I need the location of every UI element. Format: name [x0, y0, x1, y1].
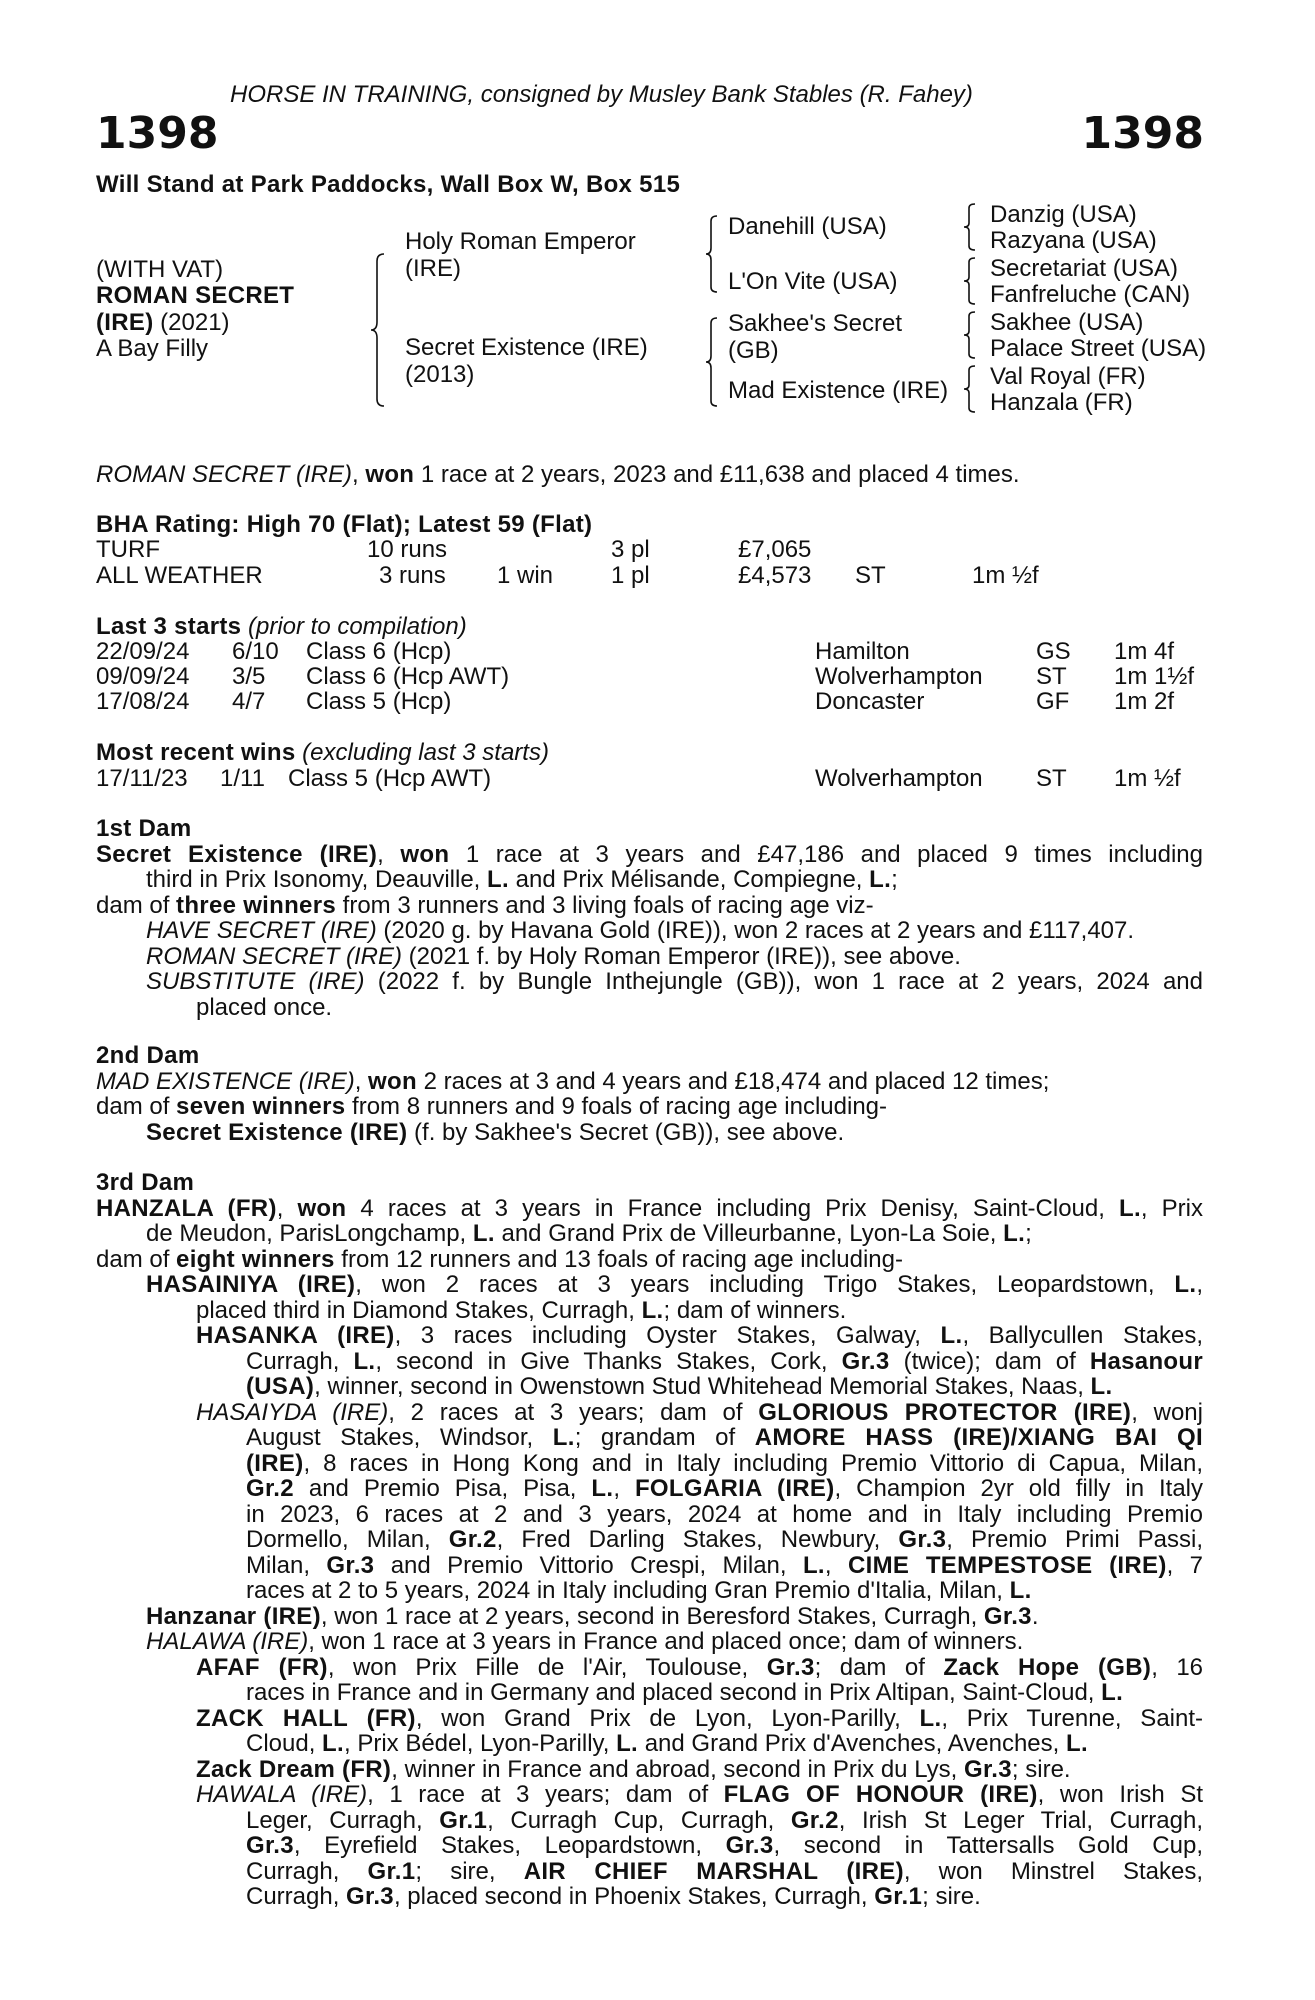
- pedigree-dam-dam: Mad Existence (IRE): [728, 377, 949, 404]
- section-heading: 3rd Dam: [96, 1169, 195, 1196]
- pedigree-g3-3: Secretariat (USA): [990, 255, 1179, 282]
- pedigree-g3-1: Danzig (USA): [990, 201, 1137, 228]
- pedigree-brace-2: [705, 214, 719, 294]
- lot-number-left: 1398: [96, 108, 219, 159]
- pedigree-g3-2: Razyana (USA): [990, 227, 1157, 254]
- section-heading: 2nd Dam: [96, 1042, 200, 1069]
- recent-wins-row: 17/11/23 1/11 Class 5 (Hcp AWT) Wolverhampton ST 1m ½f: [96, 765, 1181, 792]
- last3-row: 22/09/24 6/10 Class 6 (Hcp) Hamilton GS 1m 4f: [96, 638, 1175, 665]
- pedigree-g3-6: Palace Street (USA): [990, 335, 1207, 362]
- bha-rating-title: BHA Rating: High 70 (Flat); Latest 59 (Flat): [96, 511, 593, 538]
- pedigree-dam-sire: Sakhee's Secret (GB): [728, 310, 903, 364]
- pedigree-sire-dam: L'On Vite (USA): [728, 268, 898, 295]
- last3-row: 17/08/24 4/7 Class 5 (Hcp) Doncaster GF 1m 2f: [96, 688, 1175, 715]
- pedigree-sire: Holy Roman Emperor (IRE): [405, 228, 636, 282]
- last3-title: Last 3 starts (prior to compilation): [96, 613, 467, 640]
- rating-row-turf: TURF 10 runs 3 pl £7,065: [96, 536, 812, 563]
- pedigree-dam: Secret Existence (IRE) (2013): [405, 334, 648, 388]
- pedigree-g3-5: Sakhee (USA): [990, 309, 1144, 336]
- horse-origin-year: (IRE) (2021): [96, 309, 230, 336]
- pedigree-brace-6: [963, 310, 977, 360]
- horse-name: ROMAN SECRET: [96, 282, 295, 309]
- section-heading: 1st Dam: [96, 815, 192, 842]
- lot-number-right: 1398: [1081, 108, 1204, 159]
- second-dam-section: 2nd Dam MAD EXISTENCE (IRE), won 2 races at 3 and 4 years and £18,474 and placed 12 times; dam of seven winners from 8 runners and 9 foals of racing age including- Secret Existence (IRE) (f. by Sakhee's Secret (GB)), see above.: [96, 1043, 1203, 1145]
- pedigree-brace-4: [963, 202, 977, 252]
- pedigree-g3-8: Hanzala (FR): [990, 389, 1133, 416]
- pedigree-brace-1: [370, 252, 386, 408]
- vat-label: (WITH VAT): [96, 256, 224, 283]
- first-dam-section: 1st Dam Secret Existence (IRE), won 1 race at 3 years and £47,186 and placed 9 times including third in Prix Isonomy, Deauville, L. and Prix Mélisande, Compiegne, L.; dam of three winners from 3 runners and 3 living foals of racing age viz- HAVE SECRET (IRE) (2020 g. by Havana Gold (IRE)), won 2 races at 2 years and £117,407. ROMAN SECRET (IRE) (2021 f. by Holy Roman Emperor (IRE)), see above. SUBSTITUTE (IRE) (2022 f. by Bungle Inthejungle (GB)), won 1 race at 2 years, 2024 and placed once.: [96, 815, 1203, 1021]
- recent-wins-title: Most recent wins (excluding last 3 starts): [96, 739, 549, 766]
- consignment-line: HORSE IN TRAINING, consigned by Musley Bank Stables (R. Fahey): [230, 81, 973, 108]
- pedigree-brace-7: [963, 364, 977, 414]
- location-line: Will Stand at Park Paddocks, Wall Box W, Box 515: [96, 171, 681, 198]
- race-summary: ROMAN SECRET (IRE), won 1 race at 2 years, 2023 and £11,638 and placed 4 times.: [96, 461, 1020, 488]
- horse-description: A Bay Filly: [96, 335, 209, 362]
- third-dam-section: 3rd Dam HANZALA (FR), won 4 races at 3 years in France including Prix Denisy, Saint-Cloud, L., Prix de Meudon, ParisLongchamp, L. and Grand Prix de Villeurbanne, Lyon-La Soie, L.; dam of eight winners from 12 runners and 13 foals of racing age including- HASAINIYA (IRE), won 2 races at 3 years including Trigo Stakes, Leopardstown, L., placed third in Diamond Stakes, Curragh, L.; dam of winners. HASANKA (IRE), 3 races including Oyster Stakes, Galway, L., Ballycullen Stakes, Curragh, L., second in Give Thanks Stakes, Cork, Gr.3 (twice); dam of Hasanour (USA), winner, second in Owenstown Stud Whitehead Memorial Stakes, Naas, L. HASAIYDA (IRE), 2 races at 3 years; dam of GLORIOUS PROTECTOR (IRE), wonj August Stakes, Windsor, L.; grandam of AMORE HASS (IRE)/XIANG BAI QI (IRE), 8 races in Hong Kong and in Italy including Premio Vittorio di Capua, Milan, Gr.2 and Premio Pisa, Pisa, L., FOLGARIA (IRE), Champion 2yr old filly in Italy in 2023, 6 races at 2 and 3 years, 2024 at home and in Italy including Premio Dormello, Milan, Gr.2, Fred Darling Stakes, Newbury, Gr.3, Premio Primi Passi, Milan, Gr.3 and Premio Vittorio Crespi, Milan, L., CIME TEMPESTOSE (IRE), 7 races at 2 to 5 years, 2024 in Italy including Gran Premio d'Italia, Milan, L. Hanzanar (IRE), won 1 race at 2 years, second in Beresford Stakes, Curragh, Gr.3. HALAWA (IRE), won 1 race at 3 years in France and placed once; dam of winners. AFAF (FR), won Prix Fille de l'Air, Toulouse, Gr.3; dam of Zack Hope (GB), 16 races in France and in Germany and placed second in Prix Altipan, Saint-Cloud, L. ZACK HALL (FR), won Grand Prix de Lyon, Lyon-Parilly, L., Prix Turenne, Saint- Cloud, L., Prix Bédel, Lyon-Parilly, L. and Grand Prix d'Avenches, Avenches, L. Zack Dream (FR), winner in France and abroad, second in Prix du Lys, Gr.3; sire. HAWALA (IRE), 1 race at 3 years; dam of FLAG OF HONOUR (IRE), won Irish St Leger, Curragh, Gr.1, Curragh Cup, Curragh, Gr.2, Irish St Leger Trial, Curragh, Gr.3, Eyrefield Stakes, Leopardstown, Gr.3, second in Tattersalls Gold Cup, Curragh, Gr.1; sire, AIR CHIEF MARSHAL (IRE), won Minstrel Stakes, Curragh, Gr.3, placed second in Phoenix Stakes, Curragh, Gr.1; sire.: [96, 1169, 1204, 1910]
- pedigree-g3-7: Val Royal (FR): [990, 363, 1146, 390]
- rating-row-all-weather: ALL WEATHER 3 runs 1 win 1 pl £4,573 ST 1m ½f: [96, 562, 1039, 589]
- pedigree-brace-5: [963, 256, 977, 306]
- last3-row: 09/09/24 3/5 Class 6 (Hcp AWT) Wolverhampton ST 1m 1½f: [96, 663, 1195, 690]
- pedigree-brace-3: [705, 316, 719, 408]
- pedigree-sire-sire: Danehill (USA): [728, 213, 887, 240]
- pedigree-g3-4: Fanfreluche (CAN): [990, 281, 1191, 308]
